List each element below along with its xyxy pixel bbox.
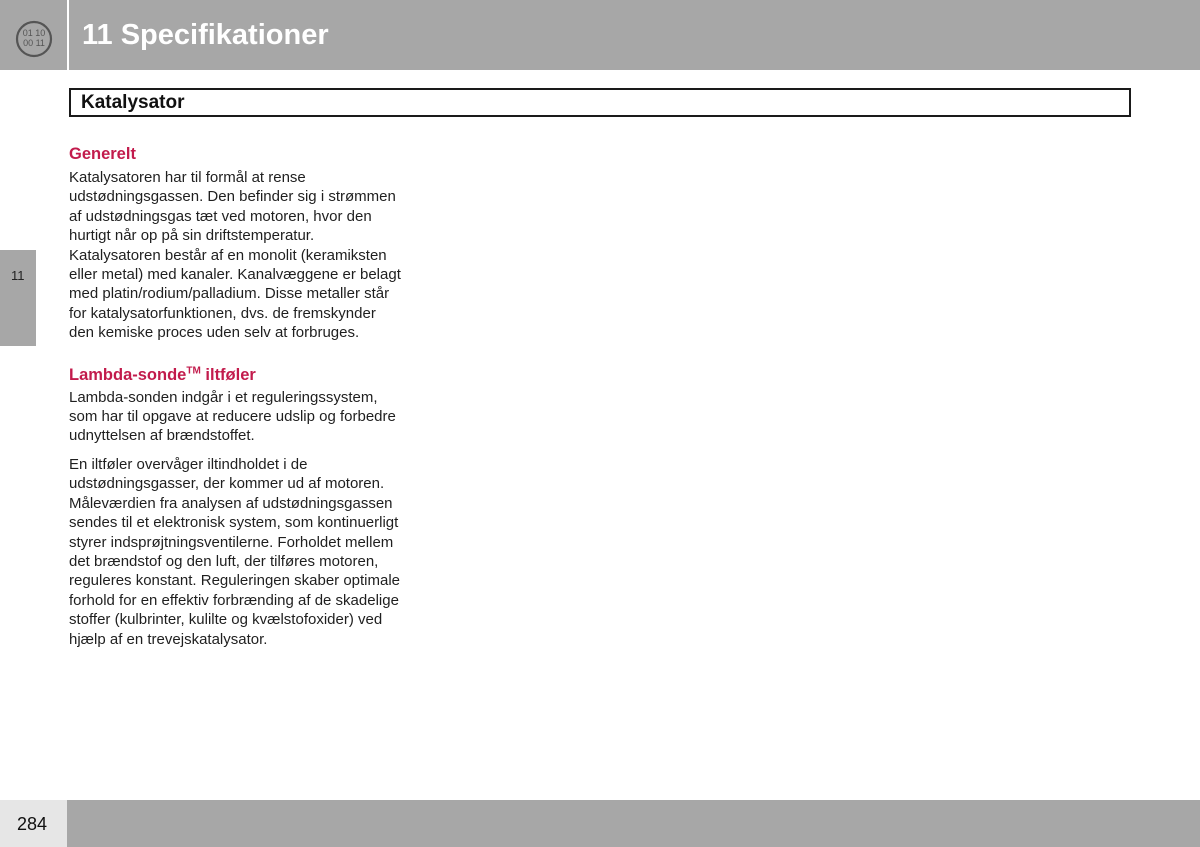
trademark-superscript: TM <box>186 365 201 377</box>
main-content <box>69 143 404 649</box>
paragraph-lambda-intro: Lambda-sonden indgår i et reguleringssystem, som har til opgave at reducere udslip og forbedre udnyttelsen af brændstoffet. <box>69 388 396 445</box>
chapter-symbols-icon <box>15 20 53 58</box>
header-divider <box>67 0 69 70</box>
paragraph-generelt: Katalysatoren har til formål at rense udstødningsgassen. Den befinder sig i strømmen af udstødningsgas tæt ved motoren, hvor den hurtigt når op på sin driftstemperatur. Katalysatoren består af en monolit (keramiksten eller metal) med kanaler. Kanalvæggene er belagt med platin/rodium/palladium. Disse metaller står for katalysatorfunktionen, dvs. de fremskynder den kemiske proces uden selv at forbruges. <box>69 169 401 342</box>
heading-lambda-sonde <box>69 364 404 386</box>
page-number: 284 <box>17 814 48 834</box>
chapter-side-tab <box>0 250 36 346</box>
section-title-box <box>69 88 1131 117</box>
page-footer <box>0 800 1200 847</box>
chapter-side-tab-label: 11 <box>11 268 25 283</box>
icon-text-top: 01 10 <box>22 28 46 38</box>
heading-generelt: Generelt <box>69 145 136 163</box>
heading-lambda-rest: iltføler <box>200 365 256 384</box>
heading-lambda-main: Lambda-sonde <box>69 365 187 384</box>
section-title: Katalysator <box>81 92 185 113</box>
icon-text-bottom: 00 11 <box>23 38 45 48</box>
chapter-title: 11 Specifikationer <box>82 19 329 51</box>
paragraph-iltfoler: En iltføler overvåger iltindholdet i de udstødningsgasser, der kommer ud af motoren. Måleværdien fra analysen af udstødningsgassen sendes til et elektronisk system, som kontinuerligt styrer indsprøjtningsventilerne. Forholdet mellem det brændstof og den luft, der tilføres motoren, reguleres konstant. Reguleringen skaber optimale forhold for en effektiv forbrænding af de skadelige stoffer (kulbrinter, kulilte og kvælstofoxider) ved hjælp af en trevejskatalysator. <box>69 455 401 648</box>
